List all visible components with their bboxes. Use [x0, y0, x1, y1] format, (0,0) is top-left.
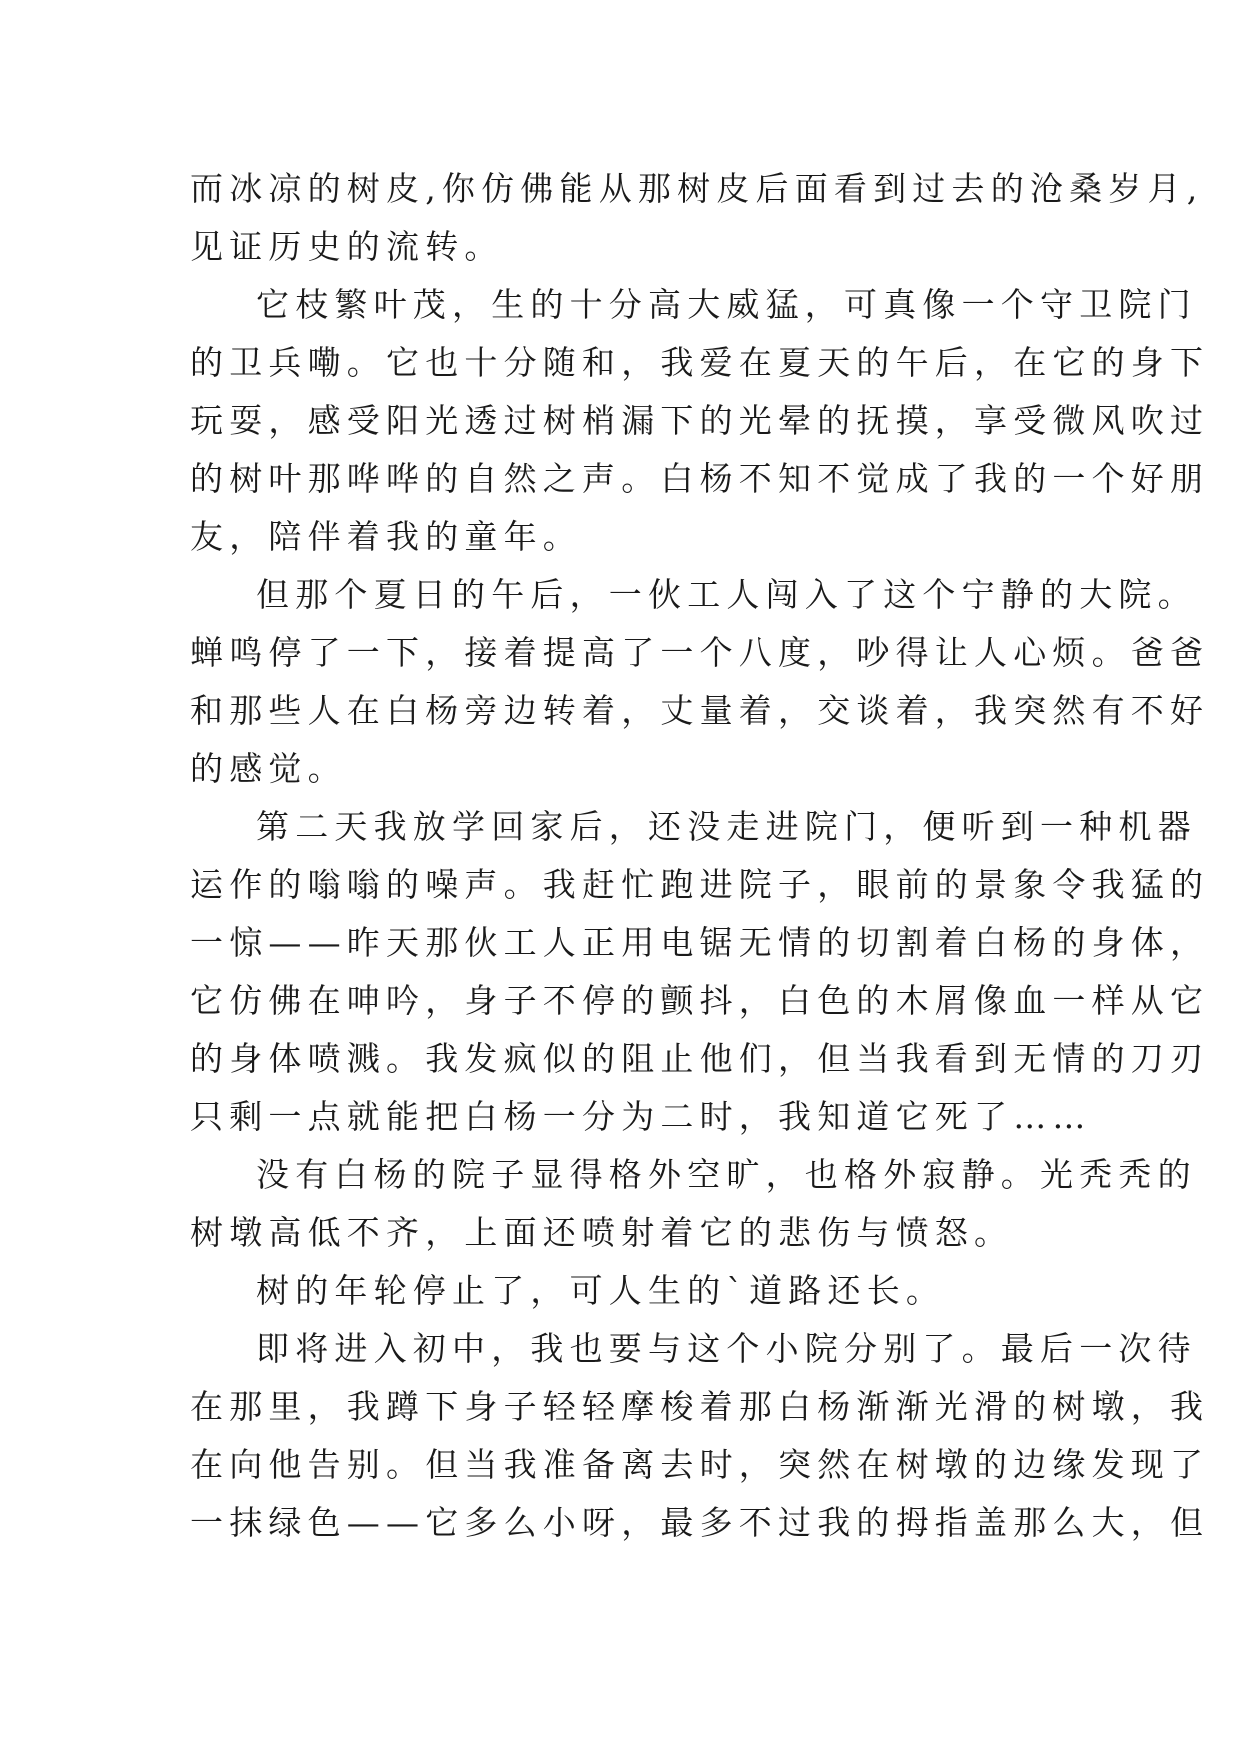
- text-line: 的身体喷溅。我发疯似的阻止他们，但当我看到无情的刀刃: [190, 1039, 1210, 1078]
- text-line: 第二天我放学回家后，还没走进院门，便听到一种机器: [256, 807, 1197, 846]
- text-line: 的卫兵嘞。它也十分随和，我爱在夏天的午后，在它的身下: [190, 343, 1210, 382]
- text-line: 蝉鸣停了一下，接着提高了一个八度，吵得让人心烦。爸爸: [190, 633, 1210, 672]
- text-line: 和那些人在白杨旁边转着，丈量着，交谈着，我突然有不好: [190, 691, 1210, 730]
- text-line: 的树叶那哗哗的自然之声。白杨不知不觉成了我的一个好朋: [190, 459, 1210, 498]
- text-line: 树的年轮停止了，可人生的`道路还长。: [256, 1271, 946, 1310]
- text-line: 友，陪伴着我的童年。: [190, 517, 582, 556]
- essay-body: [190, 160, 1210, 1552]
- text-line: 它枝繁叶茂，生的十分高大威猛，可真像一个守卫院门: [256, 285, 1197, 324]
- text-line: 在那里，我蹲下身子轻轻摩梭着那白杨渐渐光滑的树墩，我: [190, 1387, 1210, 1426]
- text-line: 在向他告别。但当我准备离去时，突然在树墩的边缘发现了: [190, 1445, 1210, 1484]
- text-line: 即将进入初中，我也要与这个小院分别了。最后一次待: [256, 1329, 1197, 1368]
- text-line: 而冰凉的树皮,你仿佛能从那树皮后面看到过去的沧桑岁月,: [190, 169, 1204, 208]
- text-line: 见证历史的流转。: [190, 227, 504, 266]
- text-line: 只剩一点就能把白杨一分为二时，我知道它死了……: [190, 1097, 1092, 1136]
- text-line: 没有白杨的院子显得格外空旷，也格外寂静。光秃秃的: [256, 1155, 1197, 1194]
- text-line: 玩耍，感受阳光透过树梢漏下的光晕的抚摸，享受微风吹过: [190, 401, 1210, 440]
- text-line: 但那个夏日的午后，一伙工人闯入了这个宁静的大院。: [256, 575, 1197, 614]
- text-line: 它仿佛在呻吟，身子不停的颤抖，白色的木屑像血一样从它: [190, 981, 1210, 1020]
- text-line: 的感觉。: [190, 749, 347, 788]
- text-line: 一抹绿色——它多么小呀，最多不过我的拇指盖那么大，但: [190, 1503, 1210, 1542]
- text-line: 运作的嗡嗡的噪声。我赶忙跑进院子，眼前的景象令我猛的: [190, 865, 1210, 904]
- text-line: 树墩高低不齐，上面还喷射着它的悲伤与愤怒。: [190, 1213, 1014, 1252]
- text-line: 一惊——昨天那伙工人正用电锯无情的切割着白杨的身体，: [190, 923, 1210, 962]
